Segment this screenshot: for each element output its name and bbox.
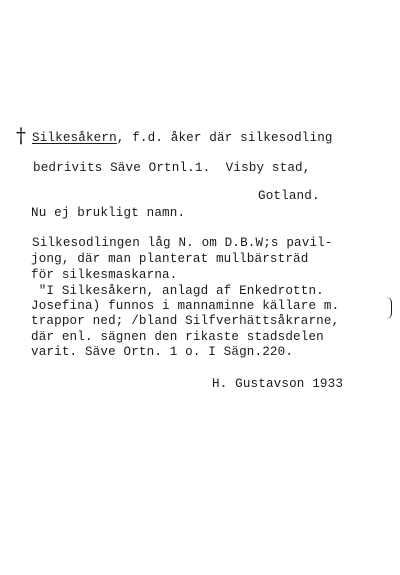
para-line-8: varit. Säve Ortn. 1 o. I Sägn.220. <box>31 345 294 359</box>
entry-line-1 <box>32 131 333 145</box>
margin-bracket <box>386 297 392 319</box>
para-line-1: Silkesodlingen låg N. om D.B.W;s pavil- <box>32 236 333 250</box>
entry-line-1-rest: , f.d. åker där silkesodling <box>116 131 333 145</box>
para-line-7: där enl. sägnen den rikaste stadsdelen <box>31 330 324 344</box>
entry-line-3: Gotland. <box>258 189 320 203</box>
para-line-4: "I Silkesåkern, anlagd af Enkedrottn. <box>31 284 324 298</box>
dagger-mark: † <box>16 123 26 147</box>
para-line-2: jong, där man planterat mullbärsträd <box>31 252 309 266</box>
para-line-3: för silkesmaskarna. <box>31 268 178 282</box>
para-line-6: trappor ned; /bland Silfverhättsåkrarne, <box>31 314 340 328</box>
signature: H. Gustavson 1933 <box>212 377 344 391</box>
para-line-5: Josefina) funnos i mannaminne källare m. <box>31 299 340 313</box>
headword: Silkesåkern <box>32 131 117 145</box>
entry-line-2: bedrivits Säve Ortnl.1. Visby stad, <box>33 161 311 175</box>
entry-line-4: Nu ej brukligt namn. <box>31 206 186 220</box>
